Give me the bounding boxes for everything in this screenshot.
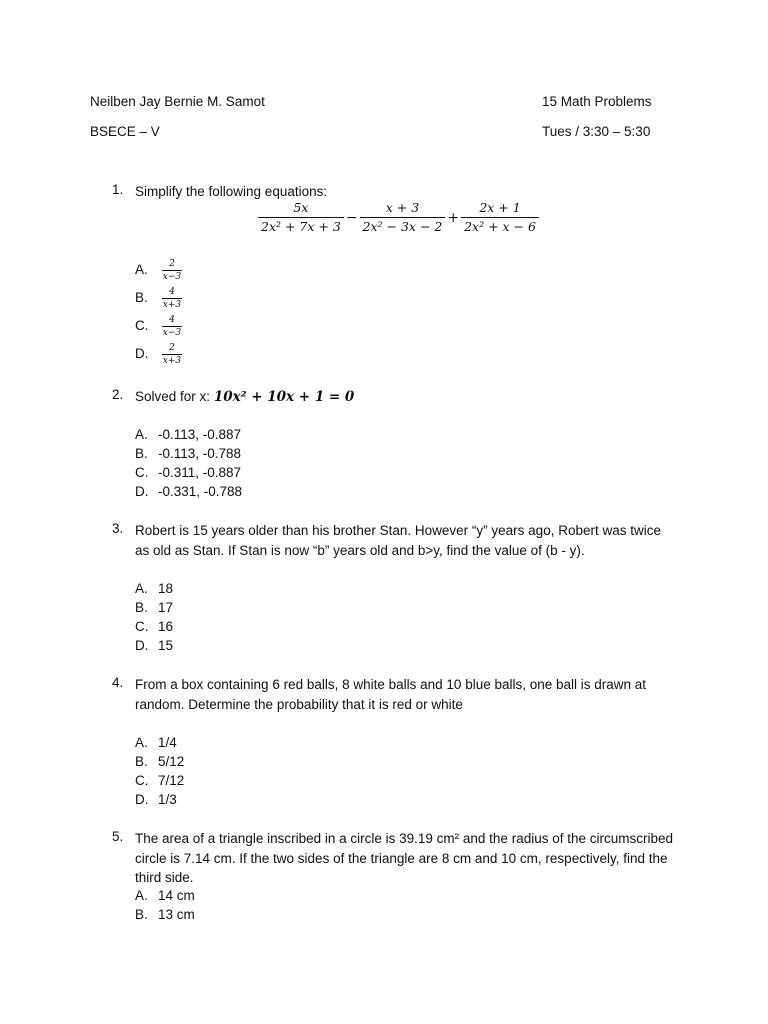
question-3-text: Robert is 15 years older than his brother Stan. However “y” years ago, Robert was twice as old as Stan. If Stan is now “b” years old and b>y, find the value of (b - y). bbox=[135, 523, 661, 558]
choice-letter: B. bbox=[135, 907, 148, 922]
fraction-denominator: x−3 bbox=[162, 272, 182, 282]
question-2-choice-c[interactable] bbox=[135, 463, 241, 482]
question-2-choice-d[interactable] bbox=[135, 482, 242, 501]
term-3-denominator: 2x² + x − 6 bbox=[464, 219, 536, 234]
question-2-prompt bbox=[135, 387, 675, 408]
term-2-denominator: 2x² − 3x − 2 bbox=[362, 219, 443, 234]
fraction-denominator: x−3 bbox=[162, 328, 182, 338]
choice-text: -0.113, -0.887 bbox=[158, 427, 242, 442]
choice-letter: A. bbox=[135, 262, 148, 278]
choice-letter: A. bbox=[135, 888, 148, 903]
fraction-denominator: x+3 bbox=[162, 300, 182, 310]
question-3-choice-a[interactable] bbox=[135, 579, 173, 598]
question-3-number: 3. bbox=[112, 521, 124, 536]
question-1-choice-d[interactable] bbox=[135, 342, 182, 366]
fraction-term-2 bbox=[360, 199, 446, 236]
choice-text: -0.113, -0.788 bbox=[158, 446, 242, 461]
choice-letter: C. bbox=[135, 465, 149, 480]
choice-fraction bbox=[162, 258, 182, 283]
document-title: 15 Math Problems bbox=[542, 94, 652, 109]
question-5-number: 5. bbox=[112, 829, 124, 844]
choice-text: 7/12 bbox=[158, 773, 185, 788]
choice-letter: A. bbox=[135, 735, 148, 750]
question-2-choice-a[interactable] bbox=[135, 425, 241, 444]
choice-fraction bbox=[162, 286, 182, 311]
question-4-choice-d[interactable] bbox=[135, 790, 177, 809]
question-2-number: 2. bbox=[112, 387, 124, 402]
plus-operator: + bbox=[447, 209, 460, 226]
choice-letter: A. bbox=[135, 581, 148, 596]
choice-letter: B. bbox=[135, 446, 148, 461]
question-1-number: 1. bbox=[112, 182, 124, 197]
choice-letter: B. bbox=[135, 290, 148, 306]
choice-text: -0.311, -0.887 bbox=[158, 465, 242, 480]
question-4-number: 4. bbox=[112, 675, 124, 690]
choice-letter: B. bbox=[135, 754, 148, 769]
fraction-term-1 bbox=[258, 199, 344, 236]
choice-text: -0.331, -0.788 bbox=[158, 484, 243, 499]
choice-letter: A. bbox=[135, 427, 148, 442]
question-5-text: The area of a triangle inscribed in a circle is 39.19 cm² and the radius of the circumscribed circle is 7.14 cm. If the two sides of the triangle are 8 cm and 10 cm, respectively, find the third side. bbox=[135, 831, 674, 885]
fraction-numerator: 4 bbox=[169, 315, 175, 325]
choice-text: 17 bbox=[158, 600, 174, 615]
question-3-choice-c[interactable] bbox=[135, 617, 173, 636]
student-name: Neilben Jay Bernie M. Samot bbox=[90, 94, 265, 109]
question-4-text: From a box containing 6 red balls, 8 white balls and 10 blue balls, one ball is drawn at random. Determine the probability that it is red or white bbox=[135, 677, 647, 712]
choice-letter: D. bbox=[135, 792, 149, 807]
choice-letter: C. bbox=[135, 773, 149, 788]
choice-letter: B. bbox=[135, 600, 148, 615]
choice-text: 18 bbox=[158, 581, 174, 596]
choice-text: 15 bbox=[158, 638, 174, 653]
question-1-choice-b[interactable] bbox=[135, 286, 182, 310]
term-3-numerator: 2x + 1 bbox=[479, 200, 521, 215]
choice-text: 14 cm bbox=[158, 888, 195, 903]
choice-fraction bbox=[162, 342, 182, 367]
choice-text: 5/12 bbox=[158, 754, 185, 769]
fraction-numerator: 4 bbox=[169, 287, 175, 297]
choice-letter: D. bbox=[135, 484, 149, 499]
choice-letter: C. bbox=[135, 318, 149, 334]
question-1-equation bbox=[258, 199, 539, 236]
question-1-choice-a[interactable] bbox=[135, 258, 182, 282]
fraction-numerator: 2 bbox=[169, 343, 175, 353]
course-section: BSECE – V bbox=[90, 124, 160, 139]
term-1-numerator: 5x bbox=[293, 200, 309, 215]
fraction-denominator: x+3 bbox=[162, 356, 182, 366]
choice-text: 13 cm bbox=[158, 907, 195, 922]
question-1-choice-c[interactable] bbox=[135, 314, 182, 338]
term-2-numerator: x + 3 bbox=[385, 200, 420, 215]
term-1-denominator: 2x² + 7x + 3 bbox=[261, 219, 341, 234]
choice-fraction bbox=[162, 314, 182, 339]
choice-letter: C. bbox=[135, 619, 149, 634]
question-5-choice-b[interactable] bbox=[135, 905, 195, 924]
class-schedule: Tues / 3:30 – 5:30 bbox=[542, 124, 651, 139]
choice-letter: D. bbox=[135, 638, 149, 653]
question-1-text: Simplify the following equations: bbox=[135, 184, 328, 199]
choice-text: 1/4 bbox=[158, 735, 177, 750]
question-4-choice-c[interactable] bbox=[135, 771, 184, 790]
question-2-text: Solved for x: bbox=[135, 389, 211, 404]
choice-letter: D. bbox=[135, 346, 149, 362]
question-5-choice-a[interactable] bbox=[135, 886, 195, 905]
fraction-term-3 bbox=[461, 199, 539, 236]
minus-operator: − bbox=[345, 209, 358, 226]
question-3-choice-b[interactable] bbox=[135, 598, 173, 617]
question-3-choice-d[interactable] bbox=[135, 636, 173, 655]
question-2-equation: 10x² + 10x + 1 = 0 bbox=[213, 389, 355, 405]
question-4-choice-b[interactable] bbox=[135, 752, 184, 771]
choice-text: 1/3 bbox=[158, 792, 177, 807]
question-2-choice-b[interactable] bbox=[135, 444, 241, 463]
fraction-numerator: 2 bbox=[169, 259, 175, 269]
choice-text: 16 bbox=[158, 619, 174, 634]
question-4-choice-a[interactable] bbox=[135, 733, 177, 752]
